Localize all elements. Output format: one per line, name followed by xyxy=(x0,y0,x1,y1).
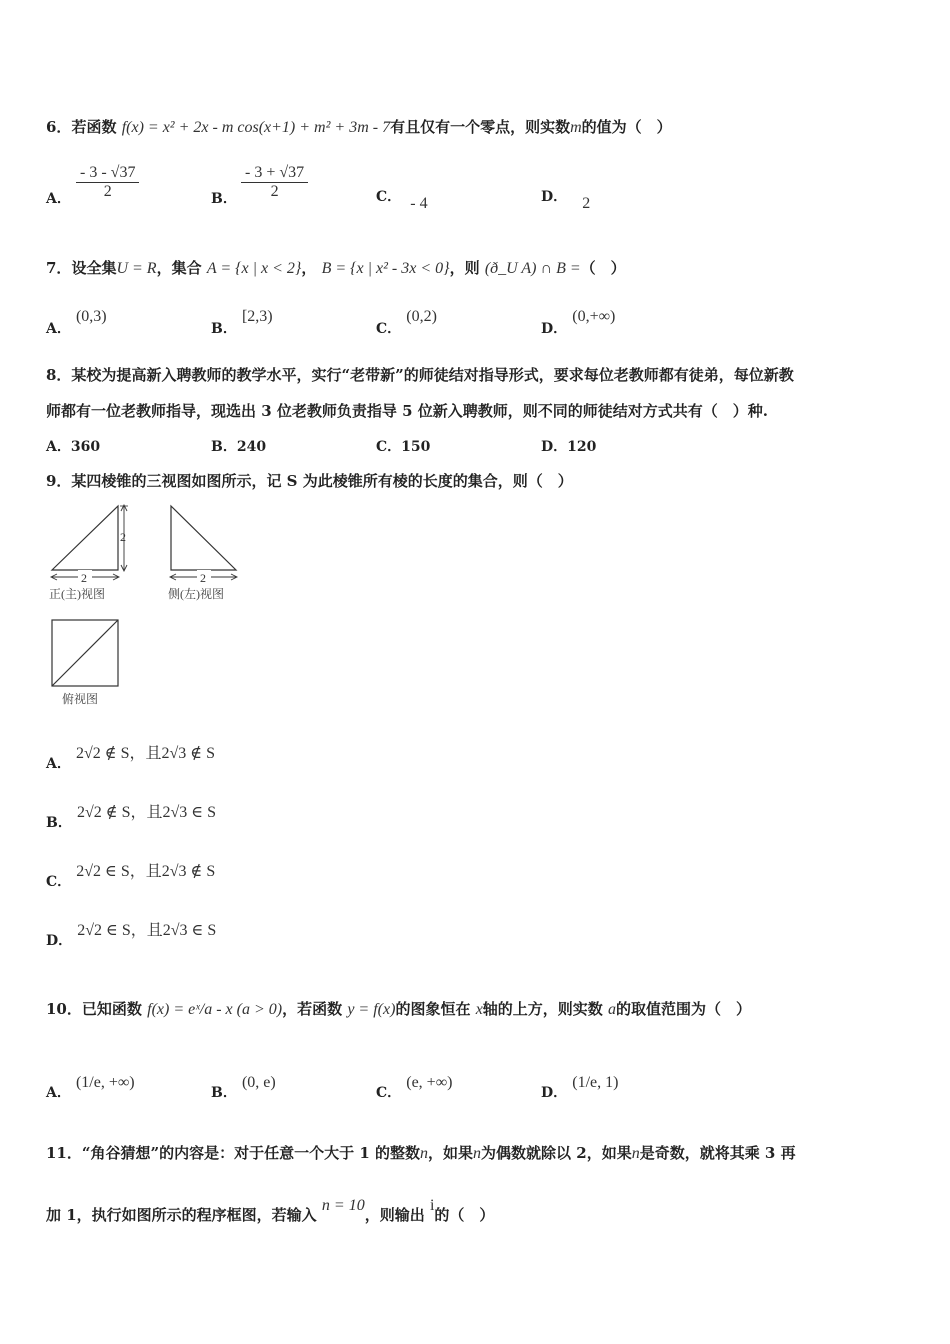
option-label: B． xyxy=(211,439,237,455)
option-value: 120 xyxy=(567,439,597,455)
option-value: 150 xyxy=(401,439,431,455)
front-base-label: 2 xyxy=(81,571,87,585)
q6-formula: f(x) = x² + 2x - m cos(x+1) + m² + 3m - 7 xyxy=(121,119,391,136)
q6-suffix: 有且仅有一个零点，则实数 xyxy=(390,118,571,136)
option-label: C． xyxy=(376,439,402,455)
option-value: (0,+∞) xyxy=(572,308,616,325)
q11-output: i xyxy=(429,1197,435,1214)
option-value: (0,2) xyxy=(406,308,437,325)
option-value: 2√2 ∉ S，且2√3 ∉ S xyxy=(75,745,216,762)
option-value: (1/e, +∞) xyxy=(75,1074,135,1091)
q7-number: 7． xyxy=(46,259,72,277)
q10-prefix: 已知函数 xyxy=(81,1000,142,1018)
q8-option-a[interactable] xyxy=(46,436,100,456)
q10-mid1: ，若函数 xyxy=(282,1000,343,1018)
option-value: - 4 xyxy=(410,195,428,212)
q10-a-var: a xyxy=(608,1001,617,1018)
q7-option-a[interactable] xyxy=(46,306,107,337)
option-value: 240 xyxy=(236,439,267,455)
q7-comma: ， xyxy=(301,259,317,277)
q11-line-1 xyxy=(46,1142,796,1163)
q7-mid1: ，集合 xyxy=(156,259,202,277)
q7-set-b: B = {x | x² - 3x < 0} xyxy=(321,260,450,277)
q10-mid2: 的图象恒在 xyxy=(395,1000,471,1018)
option-label: B． xyxy=(46,815,72,831)
fraction xyxy=(76,164,139,201)
side-view xyxy=(168,506,237,601)
option-value: 2√2 ∈ S，且2√3 ∈ S xyxy=(77,922,217,939)
q10-x-var: x xyxy=(475,1001,483,1018)
three-view-figure xyxy=(40,498,260,713)
front-triangle xyxy=(52,506,118,570)
q6-number: 6． xyxy=(46,118,72,136)
option-label: A． xyxy=(46,191,71,207)
side-base-label: 2 xyxy=(200,571,206,585)
option-label: C． xyxy=(46,874,72,890)
q8-line-1: 8．某校为提高新入聘教师的教学水平，实行“老带新”的师徒结对指导形式，要求每位老教师都有徒弟，每位新教 xyxy=(46,366,794,384)
q10-option-b[interactable] xyxy=(211,1072,276,1101)
q7-stem xyxy=(46,257,626,278)
option-label: B． xyxy=(211,191,237,207)
q6-stem xyxy=(46,116,672,137)
q8-option-b[interactable] xyxy=(211,436,266,456)
option-label: A． xyxy=(46,439,71,455)
option-value: 2 xyxy=(582,195,591,212)
q9-option-a[interactable] xyxy=(46,740,216,772)
q6-option-c[interactable] xyxy=(376,186,428,212)
q10-option-a[interactable] xyxy=(46,1072,135,1101)
option-label: C． xyxy=(376,321,402,337)
numerator: - 3 + √37 xyxy=(241,164,308,183)
q11-text-1d: 是奇数，就将其乘 3 再 xyxy=(639,1144,796,1162)
q7-set-a: A = {x | x < 2} xyxy=(206,260,302,277)
q6-prefix: 若函数 xyxy=(71,118,117,136)
denominator: 2 xyxy=(270,183,279,200)
option-label: C． xyxy=(376,1085,402,1101)
front-height-label: 2 xyxy=(120,530,126,544)
top-view xyxy=(52,620,118,706)
q9-option-c[interactable] xyxy=(46,858,216,890)
q10-mid3: 轴的上方，则实数 xyxy=(482,1000,603,1018)
q10-option-d[interactable] xyxy=(541,1072,619,1101)
q11-n-1: n xyxy=(420,1145,429,1162)
q8-option-c[interactable] xyxy=(376,436,430,456)
q7-option-c[interactable] xyxy=(376,306,437,337)
top-view-caption: 俯视图 xyxy=(62,692,99,706)
q11-text-1b: ，如果 xyxy=(428,1144,474,1162)
q7-universe: U = R xyxy=(116,260,157,277)
q11-text-2a: 加 1，执行如图所示的程序框图，若输入 xyxy=(46,1206,317,1224)
option-label: C． xyxy=(376,189,402,205)
option-label: D． xyxy=(46,933,73,949)
q9-stem: 9．某四棱锥的三视图如图所示，记 S 为此棱锥所有棱的长度的集合，则（ ） xyxy=(46,472,573,490)
q7-expression: (ð_U A) ∩ B = xyxy=(484,260,581,277)
q11-n-3: n xyxy=(631,1145,640,1162)
q7-suffix: （ ） xyxy=(580,259,626,277)
numerator: - 3 - √37 xyxy=(76,164,139,183)
front-view xyxy=(49,505,128,601)
q8-line-2: 师都有一位老教师指导，现选出 3 位老教师负责指导 5 位新入聘教师，则不同的师徒结对方式共有（ ）种. xyxy=(46,402,768,420)
q11-input: n = 10 xyxy=(321,1197,365,1214)
q8-option-d[interactable] xyxy=(541,436,596,456)
q11-text-2b: ，则输出 xyxy=(364,1206,425,1224)
option-label: D． xyxy=(541,189,568,205)
q11-text-2c: 的（ ） xyxy=(434,1206,495,1224)
option-value: [2,3) xyxy=(241,308,273,325)
q10-stem xyxy=(46,998,751,1019)
option-label: A． xyxy=(46,1085,71,1101)
q9-option-b[interactable] xyxy=(46,799,216,831)
option-value: (0,3) xyxy=(75,308,107,325)
q6-var: m xyxy=(570,119,582,136)
option-value: 360 xyxy=(70,439,101,455)
q6-option-d[interactable] xyxy=(541,186,591,212)
q10-formula: f(x) = eˣ/a - x (a > 0) xyxy=(147,1001,283,1018)
q11-n-2: n xyxy=(473,1145,482,1162)
q11-text-1c: 为偶数就除以 2，如果 xyxy=(481,1144,632,1162)
q10-func: y = f(x) xyxy=(347,1001,396,1018)
option-value: (0, e) xyxy=(241,1074,276,1091)
q7-option-d[interactable] xyxy=(541,306,616,337)
q9-option-d[interactable] xyxy=(46,917,217,949)
front-view-caption: 正(主)视图 xyxy=(49,587,105,601)
option-value: (1/e, 1) xyxy=(572,1074,619,1091)
q7-option-b[interactable] xyxy=(211,306,273,337)
option-label: D． xyxy=(541,321,568,337)
fraction xyxy=(241,164,308,201)
option-label: A． xyxy=(46,756,71,772)
option-value: 2√2 ∈ S，且2√3 ∉ S xyxy=(76,863,216,880)
side-triangle xyxy=(171,506,236,570)
q10-suffix: 的取值范围为（ ） xyxy=(616,1000,752,1018)
q6-suffix2: 的值为（ ） xyxy=(581,118,672,136)
q11-number: 11． xyxy=(46,1144,82,1162)
top-diagonal xyxy=(52,620,118,686)
q7-prefix: 设全集 xyxy=(71,259,117,277)
option-label: A． xyxy=(46,321,71,337)
q11-text-1a: “角谷猜想”的内容是：对于任意一个大于 1 的整数 xyxy=(81,1144,421,1162)
q11-line-2 xyxy=(46,1197,495,1225)
q7-mid2: ，则 xyxy=(449,259,480,277)
side-view-caption: 侧(左)视图 xyxy=(168,587,224,601)
option-label: B． xyxy=(211,1085,237,1101)
option-label: D． xyxy=(541,1085,568,1101)
option-label: B． xyxy=(211,321,237,337)
q10-number: 10． xyxy=(46,1000,82,1018)
option-value: (e, +∞) xyxy=(406,1074,453,1091)
q10-option-c[interactable] xyxy=(376,1072,453,1101)
denominator: 2 xyxy=(103,183,112,200)
option-label: D． xyxy=(541,439,568,455)
option-value: 2√2 ∉ S，且2√3 ∈ S xyxy=(76,804,216,821)
